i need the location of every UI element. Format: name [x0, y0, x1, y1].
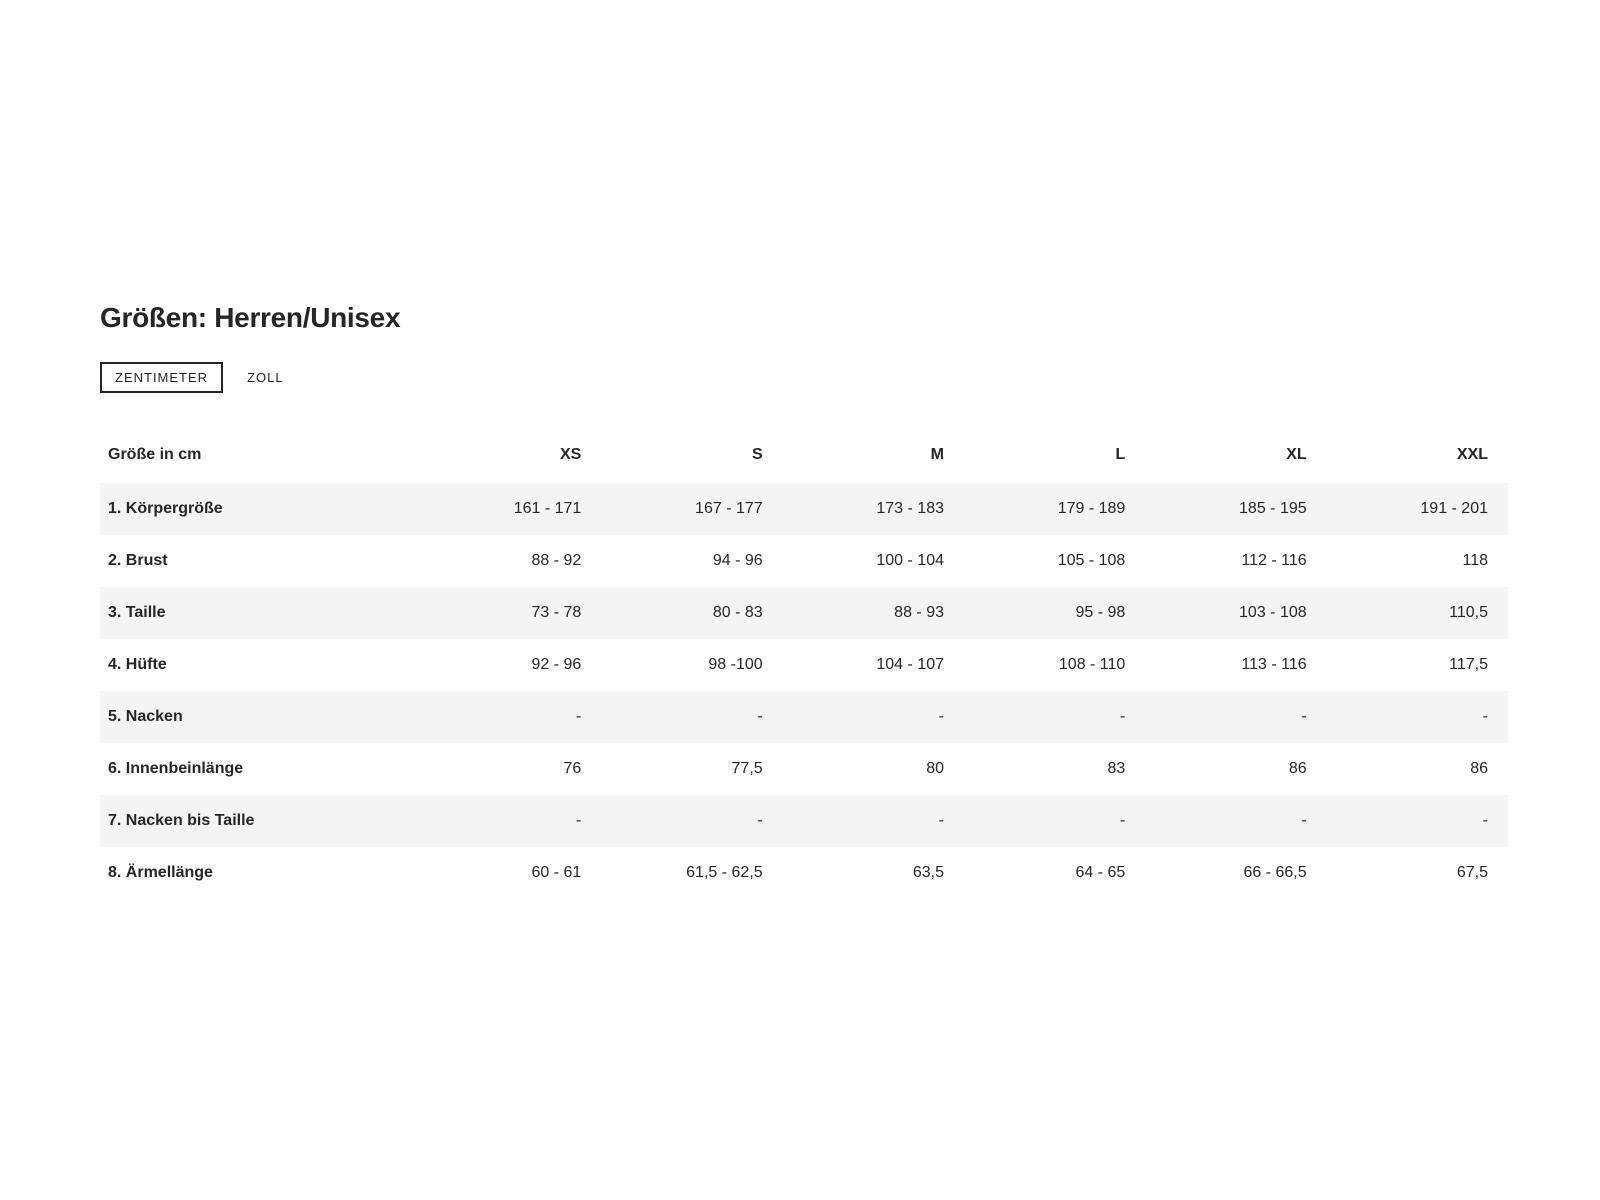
- cell-xxl: -: [1482, 708, 1488, 725]
- row-nacken: [100, 691, 1508, 743]
- cell-xs: 92 - 96: [531, 656, 582, 673]
- tab-zoll[interactable]: ZOLL: [247, 362, 284, 393]
- cell-xl: 112 - 116: [1241, 552, 1307, 569]
- cell-l: 179 - 189: [1057, 500, 1126, 517]
- cell-xl: -: [1301, 812, 1307, 829]
- cell-l: 83: [1107, 760, 1126, 777]
- column-header-xl: XL: [1286, 446, 1307, 463]
- cell-xxl: 110,5: [1449, 604, 1488, 621]
- column-header-label: Größe in cm: [108, 446, 202, 463]
- cell-s: -: [757, 812, 763, 829]
- unit-tabs: [100, 362, 1508, 392]
- row-innenbeinlaenge: [100, 743, 1508, 795]
- row-brust: [100, 535, 1508, 587]
- cell-xs: 73 - 78: [531, 604, 582, 621]
- cell-xl: 86: [1288, 760, 1307, 777]
- column-header-xxl: XXL: [1456, 446, 1488, 463]
- cell-s: -: [757, 708, 763, 725]
- tab-zentimeter[interactable]: ZENTIMETER: [100, 362, 223, 393]
- row-taille: [100, 587, 1508, 639]
- cell-xl: 103 - 108: [1239, 604, 1307, 621]
- row-aermellaenge: [100, 847, 1508, 899]
- cell-xl: 66 - 66,5: [1243, 864, 1307, 881]
- cell-xxl: -: [1482, 812, 1488, 829]
- cell-m: 63,5: [912, 864, 944, 881]
- cell-xs: -: [576, 812, 582, 829]
- cell-xxl: 86: [1470, 760, 1488, 777]
- cell-xxl: 67,5: [1456, 864, 1488, 881]
- cell-m: 100 - 104: [876, 552, 944, 569]
- row-nacken-bis-taille: [100, 795, 1508, 847]
- size-table: [100, 427, 1508, 899]
- cell-s: 94 - 96: [712, 552, 763, 569]
- cell-l: -: [1119, 708, 1126, 725]
- cell-xxl: 118: [1462, 552, 1488, 569]
- cell-s: 61,5 - 62,5: [686, 864, 763, 881]
- cell-s: 80 - 83: [712, 604, 763, 621]
- row-label: 3. Taille: [108, 604, 166, 621]
- cell-xl: -: [1301, 708, 1307, 725]
- cell-l: 105 - 108: [1057, 552, 1126, 569]
- cell-xxl: 191 - 201: [1420, 500, 1488, 517]
- row-label: 1. Körpergröße: [108, 500, 223, 517]
- cell-xs: 161 - 171: [513, 500, 582, 517]
- cell-xs: 76: [563, 760, 582, 777]
- page-title: Größen: Herren/Unisex: [100, 302, 401, 333]
- row-label: 2. Brust: [108, 552, 168, 569]
- row-label: 5. Nacken: [108, 708, 183, 725]
- row-koerpergroesse: [100, 483, 1508, 535]
- cell-s: 77,5: [731, 760, 763, 777]
- row-label: 6. Innenbeinlänge: [108, 760, 244, 777]
- size-guide-page: [100, 0, 1508, 899]
- column-header-m: M: [930, 446, 944, 463]
- cell-xs: 60 - 61: [531, 864, 582, 881]
- cell-l: 95 - 98: [1075, 604, 1126, 621]
- cell-xl: 113 - 116: [1241, 656, 1307, 673]
- column-header-s: S: [751, 446, 763, 463]
- cell-l: -: [1119, 812, 1126, 829]
- cell-s: 98 -100: [708, 656, 763, 673]
- cell-m: 173 - 183: [876, 500, 944, 517]
- row-label: 8. Ärmellänge: [108, 864, 213, 881]
- table-header-row: [100, 427, 1508, 483]
- cell-s: 167 - 177: [695, 500, 763, 517]
- cell-xxl: 117,5: [1449, 656, 1488, 673]
- cell-m: 80: [926, 760, 944, 777]
- cell-xs: 88 - 92: [531, 552, 582, 569]
- cell-m: -: [938, 812, 944, 829]
- cell-l: 108 - 110: [1058, 656, 1126, 673]
- cell-xs: -: [576, 708, 582, 725]
- row-label: 4. Hüfte: [108, 656, 167, 673]
- cell-m: -: [938, 708, 944, 725]
- cell-l: 64 - 65: [1075, 864, 1126, 881]
- row-huefte: [100, 639, 1508, 691]
- cell-m: 104 - 107: [876, 656, 944, 673]
- cell-m: 88 - 93: [894, 604, 944, 621]
- cell-xl: 185 - 195: [1239, 500, 1307, 517]
- column-header-l: L: [1115, 446, 1126, 463]
- row-label: 7. Nacken bis Taille: [108, 812, 255, 829]
- column-header-xs: XS: [559, 446, 582, 463]
